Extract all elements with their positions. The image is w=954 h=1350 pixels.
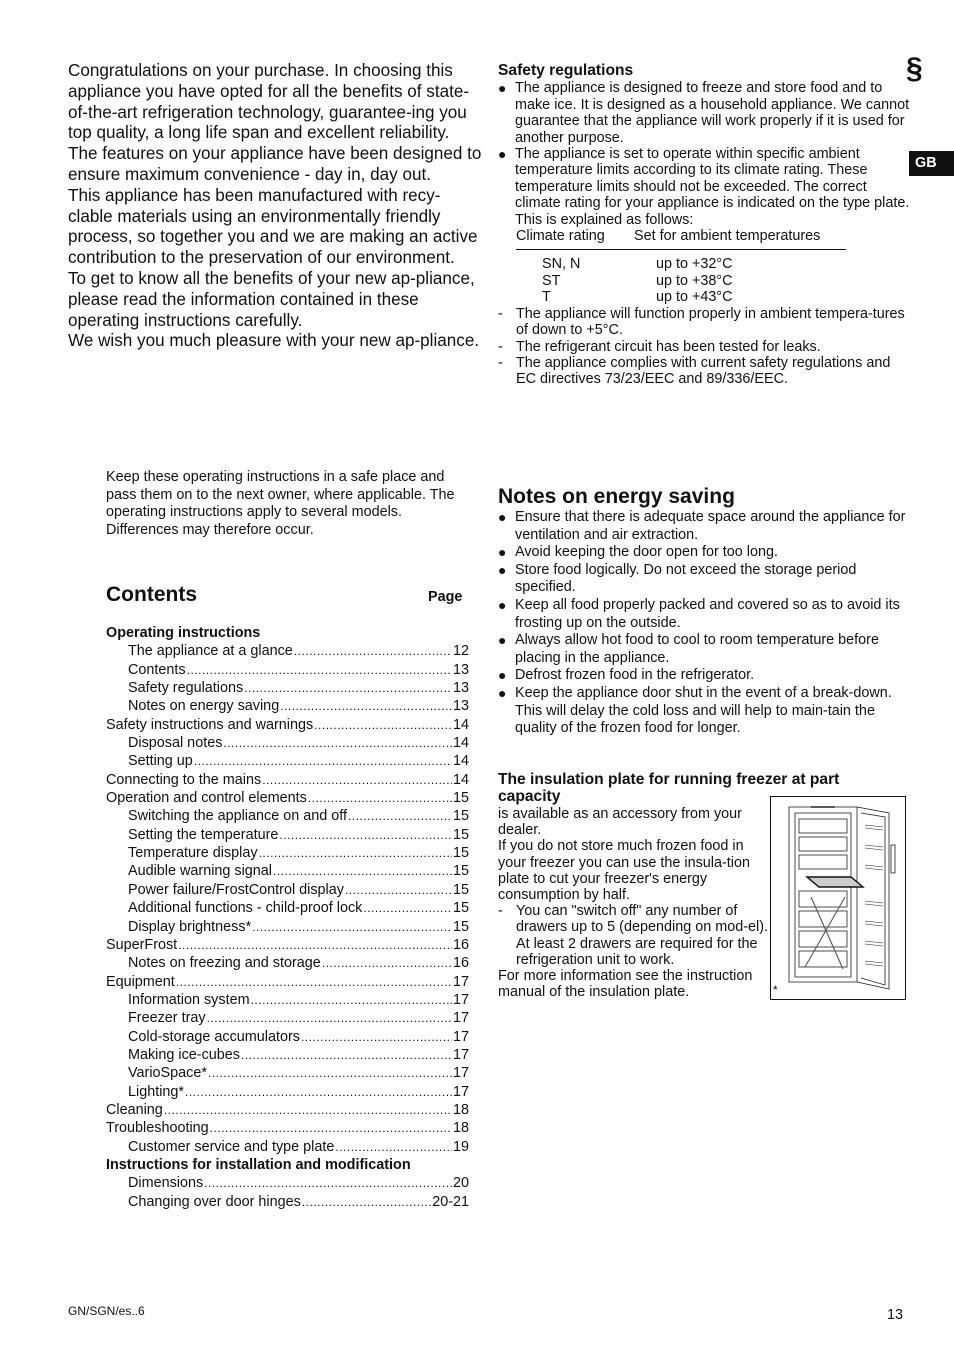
toc-leader — [302, 1193, 431, 1211]
toc-entry — [106, 1193, 469, 1211]
toc-entry-title: Setting up — [128, 753, 193, 770]
toc-entry-title: Safety regulations — [128, 680, 244, 697]
toc-entry-title: Disposal notes — [128, 735, 223, 752]
list-item: ● Store food logically. Do not exceed the storage period specified. — [498, 561, 857, 596]
list-item: - The appliance will function properly in ambient tempera-tures of down to +5°C. — [498, 305, 905, 339]
toc-leader — [185, 1083, 452, 1101]
toc-entry-title: Power failure/FrostControl display — [128, 881, 344, 898]
toc-entry — [106, 679, 469, 697]
energy-heading: Notes on energy saving — [498, 485, 735, 508]
toc-entry — [106, 1083, 469, 1101]
toc-page-number: 19 — [452, 1138, 469, 1155]
toc-page-number: 16 — [452, 955, 469, 972]
bullet-icon: ● — [498, 561, 507, 578]
list-item: - You can "switch off" any number of drawers up to 5 (depending on mod-el). At least 2 drawers are required for the refrigeration unit to work. — [498, 903, 768, 968]
toc-leader — [280, 697, 452, 715]
toc-leader — [322, 954, 452, 972]
toc-leader — [308, 789, 452, 807]
toc-leader — [210, 1119, 452, 1137]
toc-page-number: 17 — [452, 1065, 469, 1082]
toc-entry — [106, 1028, 469, 1046]
toc-entry-title: Equipment — [106, 973, 175, 990]
toc-entry-title: Audible warning signal — [128, 863, 272, 880]
toc-entry — [106, 1064, 469, 1082]
toc-entry-title: Changing over door hinges — [128, 1193, 301, 1210]
toc-entry — [106, 881, 469, 899]
toc-leader — [178, 936, 452, 954]
toc-leader — [363, 899, 452, 917]
toc-leader — [345, 881, 452, 899]
toc-leader — [259, 844, 452, 862]
toc-entry-title: Customer service and type plate — [128, 1138, 335, 1155]
toc-entry-title: Cleaning — [106, 1101, 163, 1118]
table-of-contents — [106, 624, 469, 1211]
table-row: T up to +43°C — [542, 289, 733, 306]
toc-page-number: 17 — [452, 1010, 469, 1027]
toc-page-number: 13 — [452, 661, 469, 678]
toc-leader — [279, 826, 452, 844]
toc-entry — [106, 752, 469, 770]
bullet-icon: ● — [498, 544, 507, 561]
toc-page-number: 17 — [452, 973, 469, 990]
list-item: ● Keep all food properly packed and covered so as to avoid its frosting up on the outside. — [498, 596, 900, 631]
toc-page-number: 20-21 — [432, 1193, 469, 1210]
toc-entry-title: Switching the appliance on and off — [128, 808, 347, 825]
safety-heading: Safety regulations — [498, 62, 634, 79]
toc-entry — [106, 697, 469, 715]
toc-entry-title: Information system — [128, 991, 250, 1008]
toc-leader — [335, 1138, 452, 1156]
toc-leader — [176, 973, 452, 991]
toc-page-number: 16 — [452, 936, 469, 953]
toc-entry-title: VarioSpace* — [128, 1065, 207, 1082]
toc-page-number: 15 — [452, 881, 469, 898]
bullet-icon: ● — [498, 146, 507, 163]
toc-entry — [106, 826, 469, 844]
toc-entry — [106, 716, 469, 734]
toc-page-number: 14 — [452, 753, 469, 770]
toc-entry — [106, 1119, 469, 1137]
toc-leader — [164, 1101, 452, 1119]
toc-entry-title: Troubleshooting — [106, 1120, 209, 1137]
toc-entry — [106, 918, 469, 936]
toc-leader — [241, 1046, 452, 1064]
paragraph-sign-icon: § — [906, 52, 923, 85]
bullet-icon: ● — [498, 632, 507, 649]
contents-page-label: Page — [428, 589, 463, 605]
toc-section-heading — [106, 1156, 469, 1174]
toc-page-number: 17 — [452, 1083, 469, 1100]
toc-leader — [223, 734, 452, 752]
toc-entry-title: Safety instructions and warnings — [106, 716, 314, 733]
freezer-illustration — [770, 796, 906, 1000]
bullet-icon: ● — [498, 667, 507, 684]
bullet-icon: ● — [498, 80, 507, 97]
toc-page-number: 17 — [452, 991, 469, 1008]
toc-leader — [273, 862, 452, 880]
climate-divider — [516, 249, 846, 250]
toc-page-number: 14 — [452, 771, 469, 788]
table-row: SN, N up to +32°C — [542, 256, 733, 273]
toc-leader — [207, 1009, 452, 1027]
toc-leader — [208, 1064, 452, 1082]
list-item: - The refrigerant circuit has been tested for leaks. — [498, 338, 821, 355]
toc-entry — [106, 734, 469, 752]
bullet-icon: ● — [498, 596, 507, 613]
intro-paragraph: To get to know all the benefits of your new ap-pliance, please read the information contained in these operating instructions carefully. — [68, 268, 475, 330]
table-row: ST up to +38°C — [542, 272, 733, 289]
toc-entry-title: Dimensions — [128, 1175, 204, 1192]
toc-leader — [251, 991, 452, 1009]
figure-asterisk: * — [773, 983, 778, 997]
list-item: ● Defrost frozen food in the refrigerator. — [498, 667, 755, 684]
toc-page-number: 12 — [452, 643, 469, 660]
toc-entry-title: Lighting* — [128, 1083, 185, 1100]
toc-entry-title: Notes on freezing and storage — [128, 955, 321, 972]
toc-entry-title: Temperature display — [128, 845, 258, 862]
bullet-icon: ● — [498, 684, 507, 701]
toc-entry — [106, 807, 469, 825]
toc-entry-title: Operation and control elements — [106, 790, 307, 807]
toc-page-number: 18 — [452, 1101, 469, 1118]
intro-paragraph: Congratulations on your purchase. In choosing this appliance you have opted for all the benefits of state-of-the-art refrigeration technology, guarantee-ing you top quality, a long life span and excellent reliability. — [68, 61, 470, 143]
intro-text — [68, 61, 483, 352]
toc-entry — [106, 899, 469, 917]
toc-entry-title: Instructions for installation and modification — [106, 1156, 411, 1173]
toc-page-number: 20 — [452, 1175, 469, 1192]
toc-leader — [252, 918, 452, 936]
toc-page-number: 15 — [452, 863, 469, 880]
toc-page-number: 13 — [452, 680, 469, 697]
toc-entry — [106, 1009, 469, 1027]
intro-paragraph: The features on your appliance have been designed to ensure maximum convenience - day in, day out. — [68, 144, 482, 184]
toc-entry — [106, 661, 469, 679]
toc-entry — [106, 789, 469, 807]
toc-entry-title: Additional functions - child-proof lock — [128, 900, 363, 917]
toc-entry — [106, 991, 469, 1009]
toc-entry-title: SuperFrost — [106, 936, 178, 953]
model-code: GN/SGN/es..6 — [68, 1304, 145, 1318]
toc-entry-title: Making ice-cubes — [128, 1046, 240, 1063]
list-item: ● Avoid keeping the door open for too long. — [498, 544, 778, 561]
list-item: ● The appliance is set to operate within specific ambient temperature limits according to its climate rating. These temperature limits should not be exceeded. The correct climate rating for your appliance is indicated on the type plate. This is explained as follows: — [498, 146, 910, 228]
toc-leader — [314, 716, 452, 734]
toc-page-number: 17 — [452, 1028, 469, 1045]
toc-page-number: 15 — [452, 900, 469, 917]
list-item: ● Keep the appliance door shut in the event of a break-down. This will delay the cold loss and will help to main-tain the quality of the frozen food for longer. — [498, 684, 892, 737]
toc-entry — [106, 954, 469, 972]
insulation-text: is available as an accessory from your dealer. If you do not store much frozen food in your freezer you can use the insula-tion plate to cut your freezer's energy consumption by half. - You can "switch off" any number of drawers up to 5 (depending on mod-el). At least 2 drawers are required for the refrigeration unit to work. For more information see the instruction manual of the insulation plate. — [498, 806, 768, 1001]
toc-page-number: 15 — [452, 845, 469, 862]
list-item: ● The appliance is designed to freeze and store food and to make ice. It is designed as a household appliance. We cannot guarantee that the appliance will work properly if it is used for another purpose. — [498, 80, 910, 146]
toc-leader — [194, 752, 452, 770]
toc-leader — [294, 642, 452, 660]
toc-entry — [106, 973, 469, 991]
intro-paragraph: We wish you much pleasure with your new ap-pliance. — [68, 331, 480, 351]
toc-page-number: 18 — [452, 1120, 469, 1137]
toc-leader — [187, 661, 452, 679]
climate-table-header: Climate rating Set for ambient temperatures — [516, 228, 821, 245]
toc-entry-title: Connecting to the mains — [106, 771, 262, 788]
toc-entry-title: Display brightness* — [128, 918, 252, 935]
toc-entry-title: The appliance at a glance — [128, 643, 293, 660]
list-item: ● Ensure that there is adequate space around the appliance for ventilation and air extraction. — [498, 509, 906, 543]
list-item: - The appliance complies with current safety regulations and EC directives 73/23/EEC and 89/336/EEC. — [498, 354, 891, 388]
toc-entry — [106, 862, 469, 880]
toc-entry-title: Setting the temperature — [128, 826, 279, 843]
toc-entry — [106, 771, 469, 789]
toc-page-number: 15 — [452, 808, 469, 825]
page-number: 13 — [887, 1307, 904, 1323]
toc-entry — [106, 844, 469, 862]
toc-entry — [106, 1138, 469, 1156]
toc-leader — [348, 807, 452, 825]
toc-leader — [204, 1174, 452, 1192]
toc-entry-title: Freezer tray — [128, 1010, 206, 1027]
keep-instructions-note: Keep these operating instructions in a safe place and pass them on to the next owner, where applicable. The operating instructions apply to several models. Differences may therefore occur. — [106, 469, 455, 539]
toc-page-number: 14 — [452, 735, 469, 752]
toc-leader — [301, 1028, 452, 1046]
toc-entry-title: Operating instructions — [106, 625, 261, 641]
toc-leader — [244, 679, 452, 697]
toc-entry — [106, 1174, 469, 1192]
toc-entry — [106, 642, 469, 660]
contents-heading: Contents — [106, 583, 197, 606]
toc-entry — [106, 1101, 469, 1119]
toc-page-number: 14 — [452, 716, 469, 733]
toc-section-heading — [106, 624, 469, 642]
energy-section — [498, 485, 910, 738]
toc-page-number: 17 — [452, 1046, 469, 1063]
insulation-heading: The insulation plate for running freezer at part capacity — [498, 771, 840, 806]
toc-page-number: 15 — [452, 918, 469, 935]
toc-entry-title: Cold-storage accumulators — [128, 1028, 300, 1045]
bullet-icon: ● — [498, 509, 507, 525]
toc-page-number: 13 — [452, 698, 469, 715]
toc-page-number: 15 — [452, 790, 469, 807]
toc-entry-title: Contents — [128, 661, 186, 678]
freezer-drawing — [771, 797, 905, 999]
list-item: ● Always allow hot food to cool to room temperature before placing in the appliance. — [498, 632, 879, 666]
toc-page-number: 15 — [452, 826, 469, 843]
toc-leader — [262, 771, 452, 789]
safety-section — [498, 63, 910, 388]
intro-paragraph: This appliance has been manufactured with recy-clable materials using an environmentally friendly process, so together you and we are making an active contribution to the preservation of our environment. — [68, 185, 478, 268]
toc-entry — [106, 1046, 469, 1064]
language-tab: GB — [909, 151, 954, 176]
toc-entry-title: Notes on energy saving — [128, 698, 280, 715]
toc-entry — [106, 936, 469, 954]
